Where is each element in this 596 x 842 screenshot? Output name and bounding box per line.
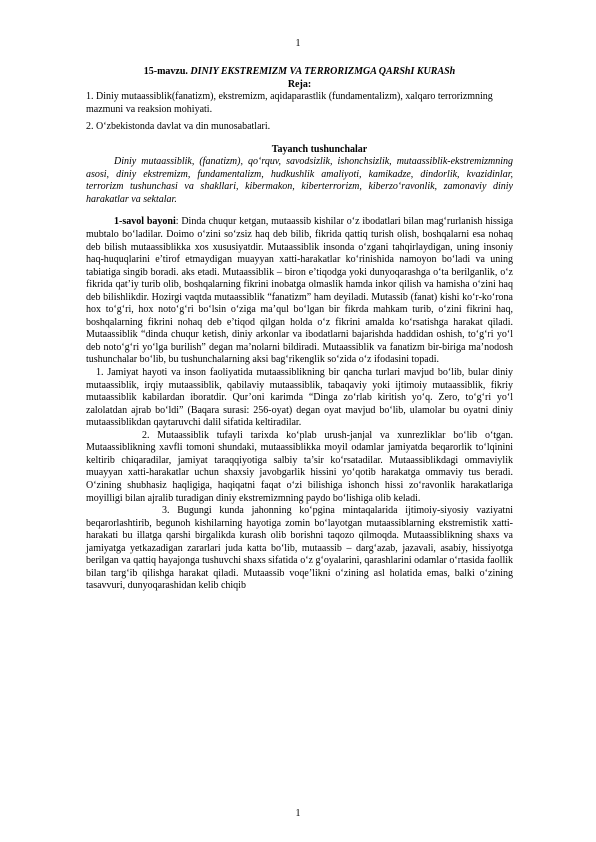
plan-heading: Reja: xyxy=(287,78,312,90)
page-number-top: 1 xyxy=(295,38,301,49)
title-prefix: 15-mavzu. xyxy=(143,66,188,77)
title-main: DINIY EKSTREMIZM VA TERRORIZMGA QARShI KURASh xyxy=(190,66,456,77)
question-1-label: 1-savol bayoni xyxy=(114,216,176,228)
page-content xyxy=(86,66,513,593)
paragraph-3: 3. Bugungi kunda jahonning ko‘pgina mintaqalarida ijtimoiy-siyosiy vaziyatni beqarorlashtirib, begunoh kishilarning hayotiga zomin bo‘layotgan mutaassiblarning ekstremistik xatti-harakati bu illatga qarshi birgalikda kurash olib borishni taqozo qilmoqda. Mutaassiblikning shaxs va jamiyatga yetkazadigan zararlari juda katta bo‘lib, mutaassib – darg‘azab, jazavali, asabiy, hissiyotga berilgan va qattiq hayajonga tushuvchi shaxs sifatida o‘z g‘oyalarini, qarashlarini odamlar o‘rtasida faollik bilan targ‘ib qilishga harakat qiladi. Mutaassib voqe’likni o‘zining asl holatida emas, balki o‘zining tasavvuri, dunyoqarashidan kelib chiqib xyxy=(86,505,513,592)
lecture-title xyxy=(86,66,513,79)
paragraph-1: 1. Jamiyat hayoti va inson faoliyatida mutaassiblikning bir qancha turlari mavjud bo‘lib, bular diniy mutaassiblik, irqiy mutaassiblik, qabilaviy mutaassiblik, tabaqaviy yoki ijtimoiy mutaassiblik, fikriy mutaassiblik kabilardan iboratdir. Qur’oni karimda “Dinga zo‘rlab kiritish yo‘q. Zero, to‘g‘ri yo‘l zalolatdan ajrab bo‘ldi” (Baqara surasi: 256-oyat) degan oyat mavjud bo‘lib, ulamolar bu oyatni diniy mutaassiblikdan qaytaruvchi dalil sifatida keltiradilar. xyxy=(86,367,513,429)
plan-item-1: 1. Diniy mutaassiblik(fanatizm), ekstremizm, aqidaparastlik (fundamentalizm), xalqaro terrorizmning mazmuni va reaksion mohiyati. xyxy=(86,91,493,115)
keywords-heading: Tayanch tushunchalar xyxy=(271,143,368,155)
plan-item-2: 2. O‘zbekistonda davlat va din munosabatlari. xyxy=(86,121,271,133)
page-number-bottom: 1 xyxy=(295,808,301,819)
question-1-text: : Dinda chuqur ketgan, mutaassib kishilar o‘z ibodatlari bilan mag‘rurlanish hissiga mubtalo bo‘ladilar. Doimo o‘zini so‘zsiz haq deb bilib, fikrida qattiq turish olish, boshqalarni esa nohaq deb bilish mutaassiblikka xos xususiyatdir. Mutaassiblik insonda o‘zgani tahqirlaydigan, uning insoniy haq-huquqlarini e’tirof etmaydigan muayyan xatti-harakatlar ko‘rinishida namoyon bo‘ladi va uning tabiatiga singib boradi. aks etadi. Mutaassiblik – biron e’tiqodga yoki dunyoqarashga o‘ta berilganlik, o‘z fikrida qat’iy turib olib, boshqalarning fikrini inobatga olmaslik hamda inkor qilish va hamisha o‘zini haq deb bilishlikdir. Hozirgi vaqtda mutaassiblik “fanatizm” ham deyiladi. Mutassib (fanat) kishi ko‘r-ko‘rona hox to‘g‘ri, hox noto‘g‘ri bo‘lsin o‘ziga ma’qul bo‘lgan bir fikrda mahkam turib, o‘zini fikrini haq, boshqalarning fikrini nohaq deb e’tiqod qilgan holda o‘z fikrini amalda ko‘rsatishga harakat qiladi. Mutaassiblik “dinda chuqur ketish, diniy arkonlar va ibodatlarni bajarishda haddidan oshish, to‘g‘ri yo‘l deb noto‘g‘ri yo‘lga burilish” degan ma’nolarni bildiradi. Mutaassiblik va fanatizm bir-biriga ma’nodosh tushunchalar bo‘lib, bu tushunchalarning aksi bag‘rikenglik so‘zida o‘z ifodasini topadi. xyxy=(86,216,514,366)
paragraph-2: 2. Mutaassiblik tufayli tarixda ko‘plab urush-janjal va xunrezliklar bo‘lib o‘tgan. Mutaassiblikning xavfli tomoni shundaki, mutaassiblikka moyil odamlar jamiyatda beqarorlik to‘lqinini keltirib chiqaradilar, jamiyat taraqqiyotiga salbiy ta’sir ko‘rsatadilar. Mutaassiblikdagi ommaviylik muayyan xatti-harakatlar uchun shaxsiy javobgarlik hissini yo‘qotib harakatga ommaviy tus beradi. O‘zining shubhasiz haqligiga, haqiqatni faqat o‘zi bilishiga ishonch hissi zo‘ravonlik harakatlariga moyilligi bilan ajralib turadigan diniy ekstremizmning paydo bo‘lishiga olib keladi. xyxy=(86,429,513,504)
question-1-paragraph xyxy=(86,216,513,367)
keywords-text: Diniy mutaassiblik, (fanatizm), qo‘rquv, savodsizlik, ishonchsizlik, mutaassiblik-ekstremizmning asosi, diniy ekstremizm, fundamentalizm, hudkushlik amaliyoti, kamikadze, dindorlik, kvazidinlar, terrorizm tushunchasi va shakllari, kibermakon, kiberterrorizm, kiberzo‘ravonlik, zamonaviy diniy harakatlar va sektalar. xyxy=(86,156,513,205)
